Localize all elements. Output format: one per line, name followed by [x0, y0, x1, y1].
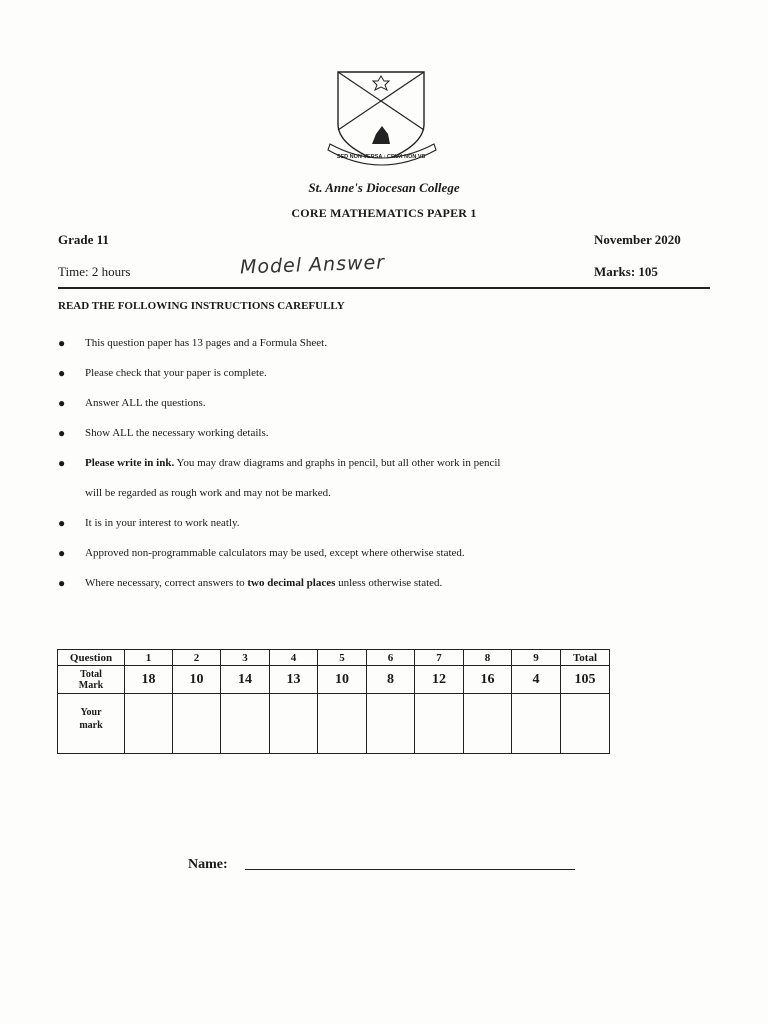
- instruction-item: ● This question paper has 13 pages and a Formula Sheet.: [58, 328, 698, 358]
- grade-label: Grade 11: [58, 232, 109, 247]
- total-mark-cell: 12: [415, 666, 464, 694]
- total-mark-cell: 10: [318, 666, 367, 694]
- instruction-item-continued: will be regarded as rough work and may not be marked.: [85, 487, 331, 499]
- question-label: Question: [58, 650, 125, 666]
- instructions-list: [58, 328, 698, 598]
- school-name: St. Anne's Diocesan College: [308, 180, 460, 195]
- bullet-icon: ●: [58, 456, 66, 470]
- your-mark-row: [58, 694, 610, 754]
- bullet-icon: ●: [58, 576, 66, 590]
- instruction-item: ● Please check that your paper is complete.: [58, 358, 698, 388]
- bullet-icon: ●: [58, 366, 66, 380]
- question-number: 8: [464, 650, 512, 666]
- marks-label: Marks: 105: [594, 264, 658, 279]
- question-number: 2: [173, 650, 221, 666]
- your-mark-cell: [125, 694, 173, 754]
- your-mark-cell: [221, 694, 270, 754]
- total-mark-label: Total Mark: [58, 666, 125, 694]
- name-blank-line: [245, 869, 575, 870]
- question-number: 7: [415, 650, 464, 666]
- your-mark-cell: [415, 694, 464, 754]
- total-mark-cell: 16: [464, 666, 512, 694]
- svg-text:SED NON VERSA · CRUX NON VS: SED NON VERSA · CRUX NON VS: [336, 154, 426, 160]
- bullet-icon: ●: [58, 546, 66, 560]
- total-mark-cell: 8: [367, 666, 415, 694]
- total-header: Total: [561, 650, 610, 666]
- total-mark-cell: 13: [270, 666, 318, 694]
- your-mark-cell: [367, 694, 415, 754]
- question-number: 6: [367, 650, 415, 666]
- total-mark-cell: 4: [512, 666, 561, 694]
- school-crest-logo: [322, 68, 442, 168]
- name-label: Name:: [188, 857, 228, 872]
- your-mark-cell: [464, 694, 512, 754]
- total-mark-row: [58, 666, 610, 694]
- bullet-icon: ●: [58, 396, 66, 410]
- your-mark-cell: [270, 694, 318, 754]
- your-mark-cell: [318, 694, 367, 754]
- handwritten-model-answer-annotation: Model Answer: [239, 251, 386, 279]
- instruction-item: ● It is in your interest to work neatly.: [58, 508, 698, 538]
- paper-title: CORE MATHEMATICS PAPER 1: [291, 206, 477, 220]
- instruction-item: ● Please write in ink. You may draw diagrams and graphs in pencil, but all other work in pencil: [58, 448, 698, 478]
- bullet-icon: ●: [58, 336, 66, 350]
- instructions-heading: READ THE FOLLOWING INSTRUCTIONS CAREFULLY: [58, 300, 345, 312]
- bullet-icon: ●: [58, 516, 66, 530]
- total-mark-cell: 10: [173, 666, 221, 694]
- question-number: 5: [318, 650, 367, 666]
- your-mark-cell: [173, 694, 221, 754]
- question-number: 9: [512, 650, 561, 666]
- total-mark-cell: 18: [125, 666, 173, 694]
- question-number: 1: [125, 650, 173, 666]
- instruction-item: ● Approved non-programmable calculators may be used, except where otherwise stated.: [58, 538, 698, 568]
- your-mark-label: Your mark: [58, 694, 125, 754]
- total-mark-cell: 14: [221, 666, 270, 694]
- exam-date: November 2020: [594, 232, 681, 247]
- your-mark-cell: [512, 694, 561, 754]
- question-number: 3: [221, 650, 270, 666]
- instruction-item: ● Show ALL the necessary working details.: [58, 418, 698, 448]
- instruction-item: ● Where necessary, correct answers to two decimal places unless otherwise stated.: [58, 568, 698, 598]
- time-label: Time: 2 hours: [58, 264, 131, 279]
- marks-table: [57, 649, 610, 754]
- instruction-item: ● Answer ALL the questions.: [58, 388, 698, 418]
- grand-total-cell: 105: [561, 666, 610, 694]
- bullet-icon: ●: [58, 426, 66, 440]
- question-row: [58, 650, 610, 666]
- your-total-cell: [561, 694, 610, 754]
- question-number: 4: [270, 650, 318, 666]
- header-divider: [58, 287, 710, 289]
